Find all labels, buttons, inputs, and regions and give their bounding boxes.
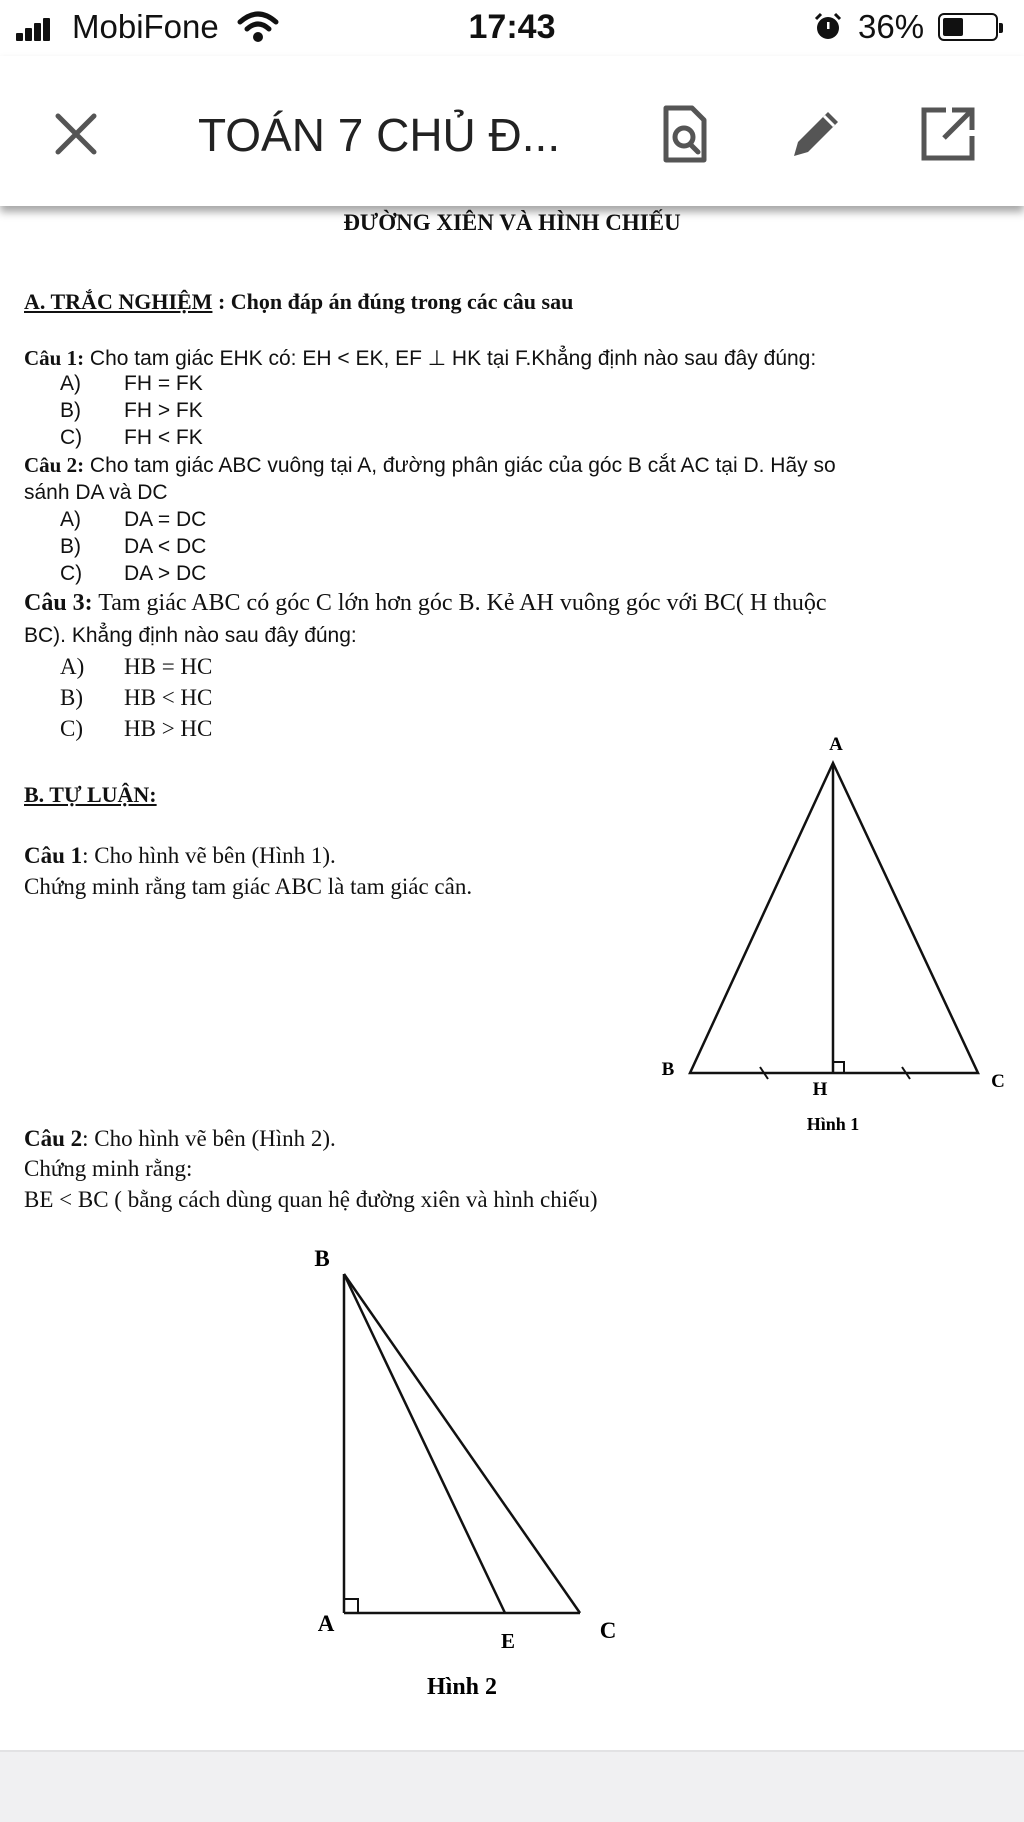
section-a-instruction: : Chọn đáp án đúng trong các câu sau	[212, 289, 574, 314]
q2-option-b-value: DA < DC	[124, 535, 207, 558]
q3-option-b-value: HB < HC	[124, 685, 213, 710]
alarm-icon	[813, 12, 843, 42]
fig1-label-h: H	[812, 1079, 828, 1100]
essay-2-label: Câu 2	[24, 1126, 83, 1151]
q3-option-c-value: HB > HC	[124, 716, 213, 741]
document-page[interactable]	[0, 180, 1024, 1750]
essay-1-text: : Cho hình vẽ bên (Hình 1).	[82, 843, 336, 868]
pencil-icon[interactable]	[784, 102, 848, 166]
q2-option-c-value: DA > DC	[124, 562, 207, 585]
fig1-label-a: A	[829, 734, 843, 755]
question-3-text: Tam giác ABC có góc C lớn hơn góc B. Kẻ AH vuông góc với BC( H thuộc	[92, 590, 827, 616]
battery-icon	[938, 13, 998, 41]
question-3-text-line2: BC). Khẳng định nào sau đây đúng:	[24, 624, 357, 647]
fig2-caption: Hình 2	[426, 1674, 498, 1700]
question-3-label: Câu 3:	[24, 590, 93, 616]
q2-option-a-key: A)	[60, 508, 81, 531]
q3-option-b-key: B)	[60, 685, 83, 710]
doc-header-line2: ĐƯỜNG XIÊN VÀ HÌNH CHIẾU	[343, 210, 681, 235]
clock: 17:43	[468, 8, 556, 46]
essay-1-label: Câu 1	[24, 843, 83, 868]
document-search-icon[interactable]	[652, 102, 716, 166]
question-1-text: Cho tam giác EHK có: EH < EK, EF ⊥ HK tại F.Khẳng định nào sau đây đúng:	[84, 347, 817, 370]
page-bottom-area	[0, 1750, 1024, 1822]
document-title: TOÁN 7 CHỦ Đ...	[198, 109, 561, 161]
question-2-label: Câu 2:	[24, 453, 85, 477]
q2-option-a-value: DA = DC	[124, 508, 207, 531]
status-bar	[0, 0, 1024, 56]
q3-option-a-value: HB = HC	[124, 654, 213, 679]
q1-option-c-key: C)	[60, 426, 83, 449]
fig1-right-angle-mark	[833, 1062, 844, 1073]
q2-option-b-key: B)	[60, 535, 81, 558]
figure-1	[0, 180, 1024, 1750]
q1-option-a-key: A)	[60, 372, 81, 395]
q2-option-c-key: C)	[60, 562, 83, 585]
fig1-label-b: B	[661, 1059, 675, 1080]
fig1-label-c: C	[991, 1071, 1005, 1092]
essay-2-text: : Cho hình vẽ bên (Hình 2).	[82, 1126, 336, 1151]
q1-option-a-value: FH = FK	[124, 372, 203, 395]
fig2-label-b: B	[314, 1246, 330, 1271]
fig2-label-e: E	[500, 1629, 516, 1653]
section-a-title: A. TRẮC NGHIỆM	[24, 289, 213, 314]
essay-2-line2: Chứng minh rằng:	[24, 1156, 193, 1181]
question-1-label: Câu 1:	[24, 346, 85, 370]
q1-option-b-value: FH > FK	[124, 399, 203, 422]
open-external-icon[interactable]	[916, 102, 980, 166]
fig2-segment-bc	[344, 1274, 580, 1613]
q3-option-c-key: C)	[60, 716, 83, 741]
battery-percent: 36%	[858, 8, 925, 45]
q1-option-b-key: B)	[60, 399, 81, 422]
fig2-right-angle-mark	[344, 1599, 358, 1613]
viewer-toolbar	[0, 56, 1024, 206]
question-2-text: Cho tam giác ABC vuông tại A, đường phân giác của góc B cắt AC tại D. Hãy so	[84, 454, 836, 477]
carrier-name: MobiFone	[72, 8, 219, 45]
fig1-caption: Hình 1	[806, 1114, 860, 1134]
fig2-label-a: A	[317, 1611, 335, 1636]
q3-option-a-key: A)	[60, 654, 85, 679]
section-b-title: B. TỰ LUẬN:	[24, 782, 157, 807]
fig2-label-c: C	[599, 1618, 617, 1643]
question-2-text-line2: sánh DA và DC	[24, 481, 168, 504]
essay-1-line2: Chứng minh rằng tam giác ABC là tam giác cân.	[24, 874, 473, 899]
q1-option-c-value: FH < FK	[124, 426, 203, 449]
close-icon[interactable]	[48, 106, 104, 162]
fig2-segment-be	[344, 1274, 505, 1613]
essay-2-line3: BE < BC ( bằng cách dùng quan hệ đường xiên và hình chiếu)	[24, 1187, 598, 1212]
